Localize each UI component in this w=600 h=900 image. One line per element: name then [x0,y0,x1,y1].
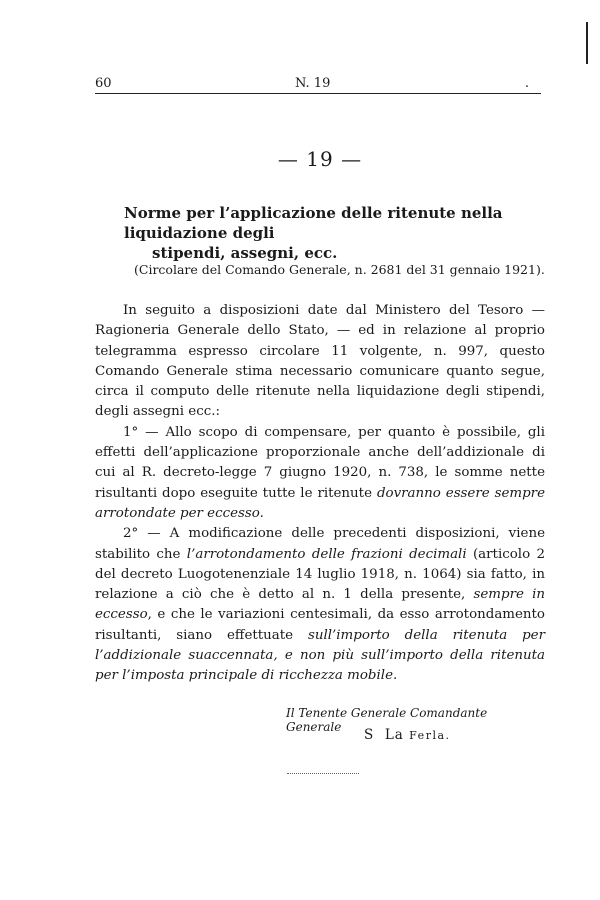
point-1-italic: dovranno essere sempre arrotondate per eccesso. [95,485,546,521]
body-text [95,301,545,687]
intro-paragraph: In seguito a disposizioni date dal Ministero del Tesoro — Ragioneria Generale dello Stato, — ed in relazione al proprio telegramma espresso circolare 11 volgente, n. 997, questo Comando Generale stima necessario comunicare quanto segue, circa il computo delle ritenute nella liquidazione degli stipendi, degli assegni ecc.: [95,303,545,420]
signatory-surname-first: La [384,727,404,743]
point-2-text-a: 2° — A modificazione delle precedenti disposizioni, viene stabilito che [95,526,545,562]
point-2-italic-2: sempre in eccesso [95,587,546,623]
document-title [124,203,564,263]
page-number: 60 [95,76,112,91]
point-2-text-b: (articolo 2 del decreto Luogotenenziale 14 luglio 1918, n. 1064) sia fatto, in relazione a ciò che è detto al n. 1 della presente, [95,546,545,603]
circular-reference: (Circolare del Comando Generale, n. 2681 del 31 gennaio 1921). [134,262,545,277]
header-mark: . [524,76,529,91]
signatory-surname-rest: Ferla. [409,729,451,742]
point-2-italic-1: l’arrotondamento delle frazioni decimali [186,546,467,562]
header-rule [95,93,541,94]
point-2-italic-3: sull’importo della ritenuta per l’addizionale suaccennata, e non più sull’importo della ritenuta per l’imposta principale di ricchezza mobile. [95,627,545,684]
title-line-1: Norme per l’applicazione delle ritenute nella liquidazione degli [124,204,503,242]
title-line-2: stipendi, assegni, ecc. [152,244,338,262]
point-1-paragraph [95,423,545,524]
document-number: N. 19 [295,76,331,91]
signatory-initial: S [364,727,375,743]
point-2-paragraph [95,524,545,686]
scan-edge-mark [586,22,588,64]
point-1-text: 1° — Allo scopo di compensare, per quanto è possibile, gli effetti dell’applicazione proporzionale anche dell’addizionale di cui al R. decreto-legge 7 giugno 1920, n. 738, le somme nette risultanti dopo eseguite tutte le ritenute [95,424,545,501]
signatory-role: Il Tenente Generale Comandante Generale [286,706,488,734]
footer-rule [287,773,359,774]
circular-number: — 19 — [277,147,363,171]
point-2-text-c: , e che le variazioni centesimali, da esso arrotondamento risultanti, siano effettuate [95,607,545,643]
running-header [95,76,541,94]
signatory-name [364,727,451,743]
